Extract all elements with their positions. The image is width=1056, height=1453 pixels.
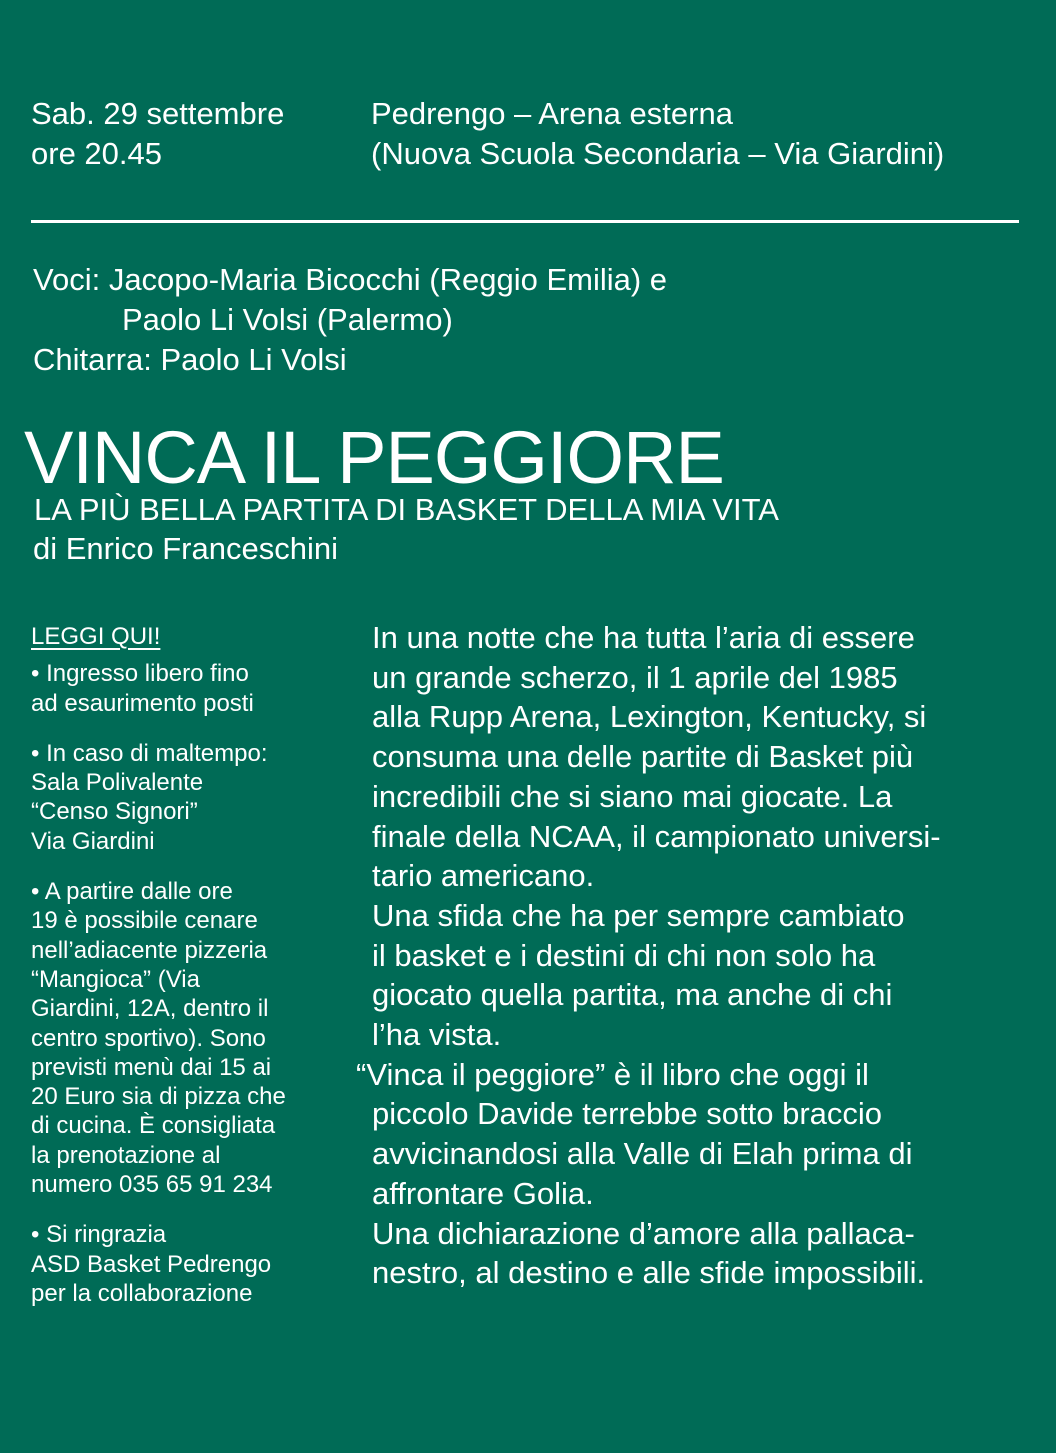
info-line: • In caso di maltempo: [31,739,268,767]
info-line: • A partire dalle ore [31,878,233,906]
body-line: Una sfida che ha per sempre cambiato [372,897,905,933]
info-line: • Ingresso libero fino [31,660,249,688]
info-line: nell’adiacente pizzeria [31,936,268,964]
info-thanks [31,1220,341,1308]
info-line: numero 035 65 91 234 [31,1171,273,1199]
credits-voices: Voci: Jacopo-Maria Bicocchi (Reggio Emilia) e [33,262,668,297]
body-line: nestro, al destino e alle sfide impossibili. [372,1255,926,1291]
info-line: Giardini, 12A, dentro il [31,995,269,1023]
credits-voices-cont: Paolo Li Volsi (Palermo) [122,302,453,337]
leggi-qui-link[interactable]: LEGGI QUI! [31,623,161,650]
event-day: Sab. 29 settembre [31,96,285,131]
location-venue: Pedrengo – Arena esterna [371,96,733,131]
info-line: Via Giardini [31,827,155,855]
body-line: incredibili che si siano mai giocate. La [372,778,893,814]
body-line: alla Rupp Arena, Lexington, Kentucky, si [372,699,927,735]
event-time: ore 20.45 [31,136,162,171]
body-line: finale della NCAA, il campionato universi- [372,818,941,854]
page-title: VINCA IL PEGGIORE [24,416,724,499]
credits-guitar: Chitarra: Paolo Li Volsi [33,342,347,377]
body-line: piccolo Davide terrebbe sotto braccio [372,1096,883,1132]
info-dinner [31,877,341,1199]
page-subtitle: LA PIÙ BELLA PARTITA DI BASKET DELLA MIA VITA [34,492,779,527]
body-line: affrontare Golia. [372,1175,594,1211]
body-line: l’ha vista. [372,1017,502,1053]
info-line: 20 Euro sia di pizza che [31,1083,286,1111]
body-line: In una notte che ha tutta l’aria di essere [372,620,915,655]
author-line: di Enrico Franceschini [33,531,338,566]
body-line: consuma una delle partite di Basket più [372,739,914,775]
location-address: (Nuova Scuola Secondaria – Via Giardini) [371,136,945,171]
info-line: per la collaborazione [31,1279,253,1307]
info-line: • Si ringrazia [31,1221,167,1249]
info-column [31,622,341,1329]
info-admission [31,659,341,718]
info-line: la prenotazione al [31,1141,221,1169]
body-line: Una dichiarazione d’amore alla pallaca- [372,1215,915,1251]
info-line: Sala Polivalente [31,769,204,797]
info-line: ad esaurimento posti [31,689,254,717]
body-line: il basket e i destini di chi non solo ha [372,937,876,973]
info-line: di cucina. È consigliata [31,1112,276,1140]
info-line: centro sportivo). Sono [31,1024,266,1052]
body-line: un grande scherzo, il 1 aprile del 1985 [372,659,898,695]
event-date [31,94,284,174]
body-line: tario americano. [372,858,595,894]
info-line: “Censo Signori” [31,798,198,826]
credits [33,260,667,380]
body-line: “Vinca il peggiore” è il libro che oggi il [356,1056,869,1092]
info-bad-weather [31,739,341,856]
description-text [356,618,1032,1293]
info-line: ASD Basket Pedrengo [31,1250,272,1278]
info-line: 19 è possibile cenare [31,907,258,935]
info-line: previsti menù dai 15 ai [31,1053,272,1081]
info-line: “Mangioca” (Via [31,965,200,993]
body-line: avvicinandosi alla Valle di Elah prima di [372,1136,913,1172]
divider-line [31,220,1019,223]
event-location [371,94,944,174]
body-line: giocato quella partita, ma anche di chi [372,977,893,1013]
